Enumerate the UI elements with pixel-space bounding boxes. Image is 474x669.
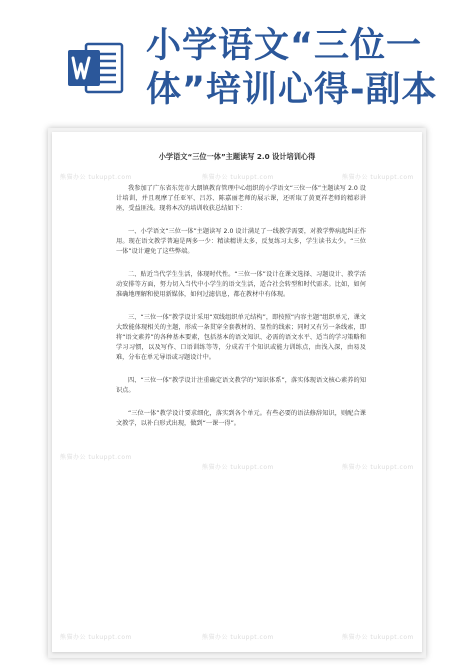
watermark: 熊猫办公 tukuppt.com [60,634,132,641]
paragraph-2: 二、贴近当代学生生活，体现时代性。“三位一体”设计在课文选择、习题设计、教学活动安排等方面，努力切入当代中小学生的语文生活，适合社会转型和时代需求。比如，如何准确地理解和使用新媒体，如何过滤信息，都在教材中有体现。 [116,271,366,298]
paragraph-1: 一、小学语文“三位一体”主题读写 2.0 设计满足了一线教学需要，对教学弊病起纠正作用。现在语文教学普遍是两多一少：精读精讲太多，反复练习太多，学生读书太少。“三位一体”设计避免了这些弊端。 [116,228,366,255]
paragraph-3: 三、“三位一体”教学设计采用“双线组织单元结构”，即按照“内容主题”组织单元，课文大致能体现相关的主题，形成一条贯穿全套教材的、显性的线索；同时又有另一条线索，即将“语文素养”的各种基本要素，包括基本的语文知识、必需的语文水平、适当的学习策略和学习习惯，以及写作、口语训练等等，分成若干个知识或能力训练点，由浅入深，由易及难，分布在单元导语或习题设计中。 [116,314,366,361]
watermark: 熊猫办公 tukuppt.com [342,634,414,641]
paragraph-4: 四、“三位一体”教学设计注重确定语文教学的“知识体系”，落实体现语文核心素养的知识点。 [116,377,366,394]
watermark: 熊猫办公 tukuppt.com [342,174,414,181]
watermark: 熊猫办公 tukuppt.com [60,454,132,461]
watermark: 熊猫办公 tukuppt.com [202,464,274,471]
word-document-icon [64,36,128,100]
watermark: 熊猫办公 tukuppt.com [202,634,274,641]
page-title: 小学语文“三位一体”培训心得-副本 [146,26,438,110]
watermark: 熊猫办公 tukuppt.com [60,174,132,181]
watermark: 熊猫办公 tukuppt.com [202,174,274,181]
header [0,0,474,120]
paragraph-5: “三位一体”教学设计要求细化，落实到各个单元。有些必要的语法修辞知识，则配合课文教学，以补白形式出现，做到“一课一得”。 [116,410,366,427]
watermark: 熊猫办公 tukuppt.com [342,464,414,471]
document-body [116,184,366,442]
document-title: 小学语文“三位一体”主题读写 2.0 设计培训心得 [158,152,316,161]
document-page [52,132,422,652]
paragraph-intro: 我参加了广东省东莞市大朗镇教育管理中心组织的小学语文“三位一体”主题读写 2.0 设计培训，并且观摩了任亚军、吕苏、陈嘉丽老师的展示课，还听取了黄更祥老师的精彩讲座，受益匪浅。现将本次的培训收获总结如下： [116,185,366,212]
